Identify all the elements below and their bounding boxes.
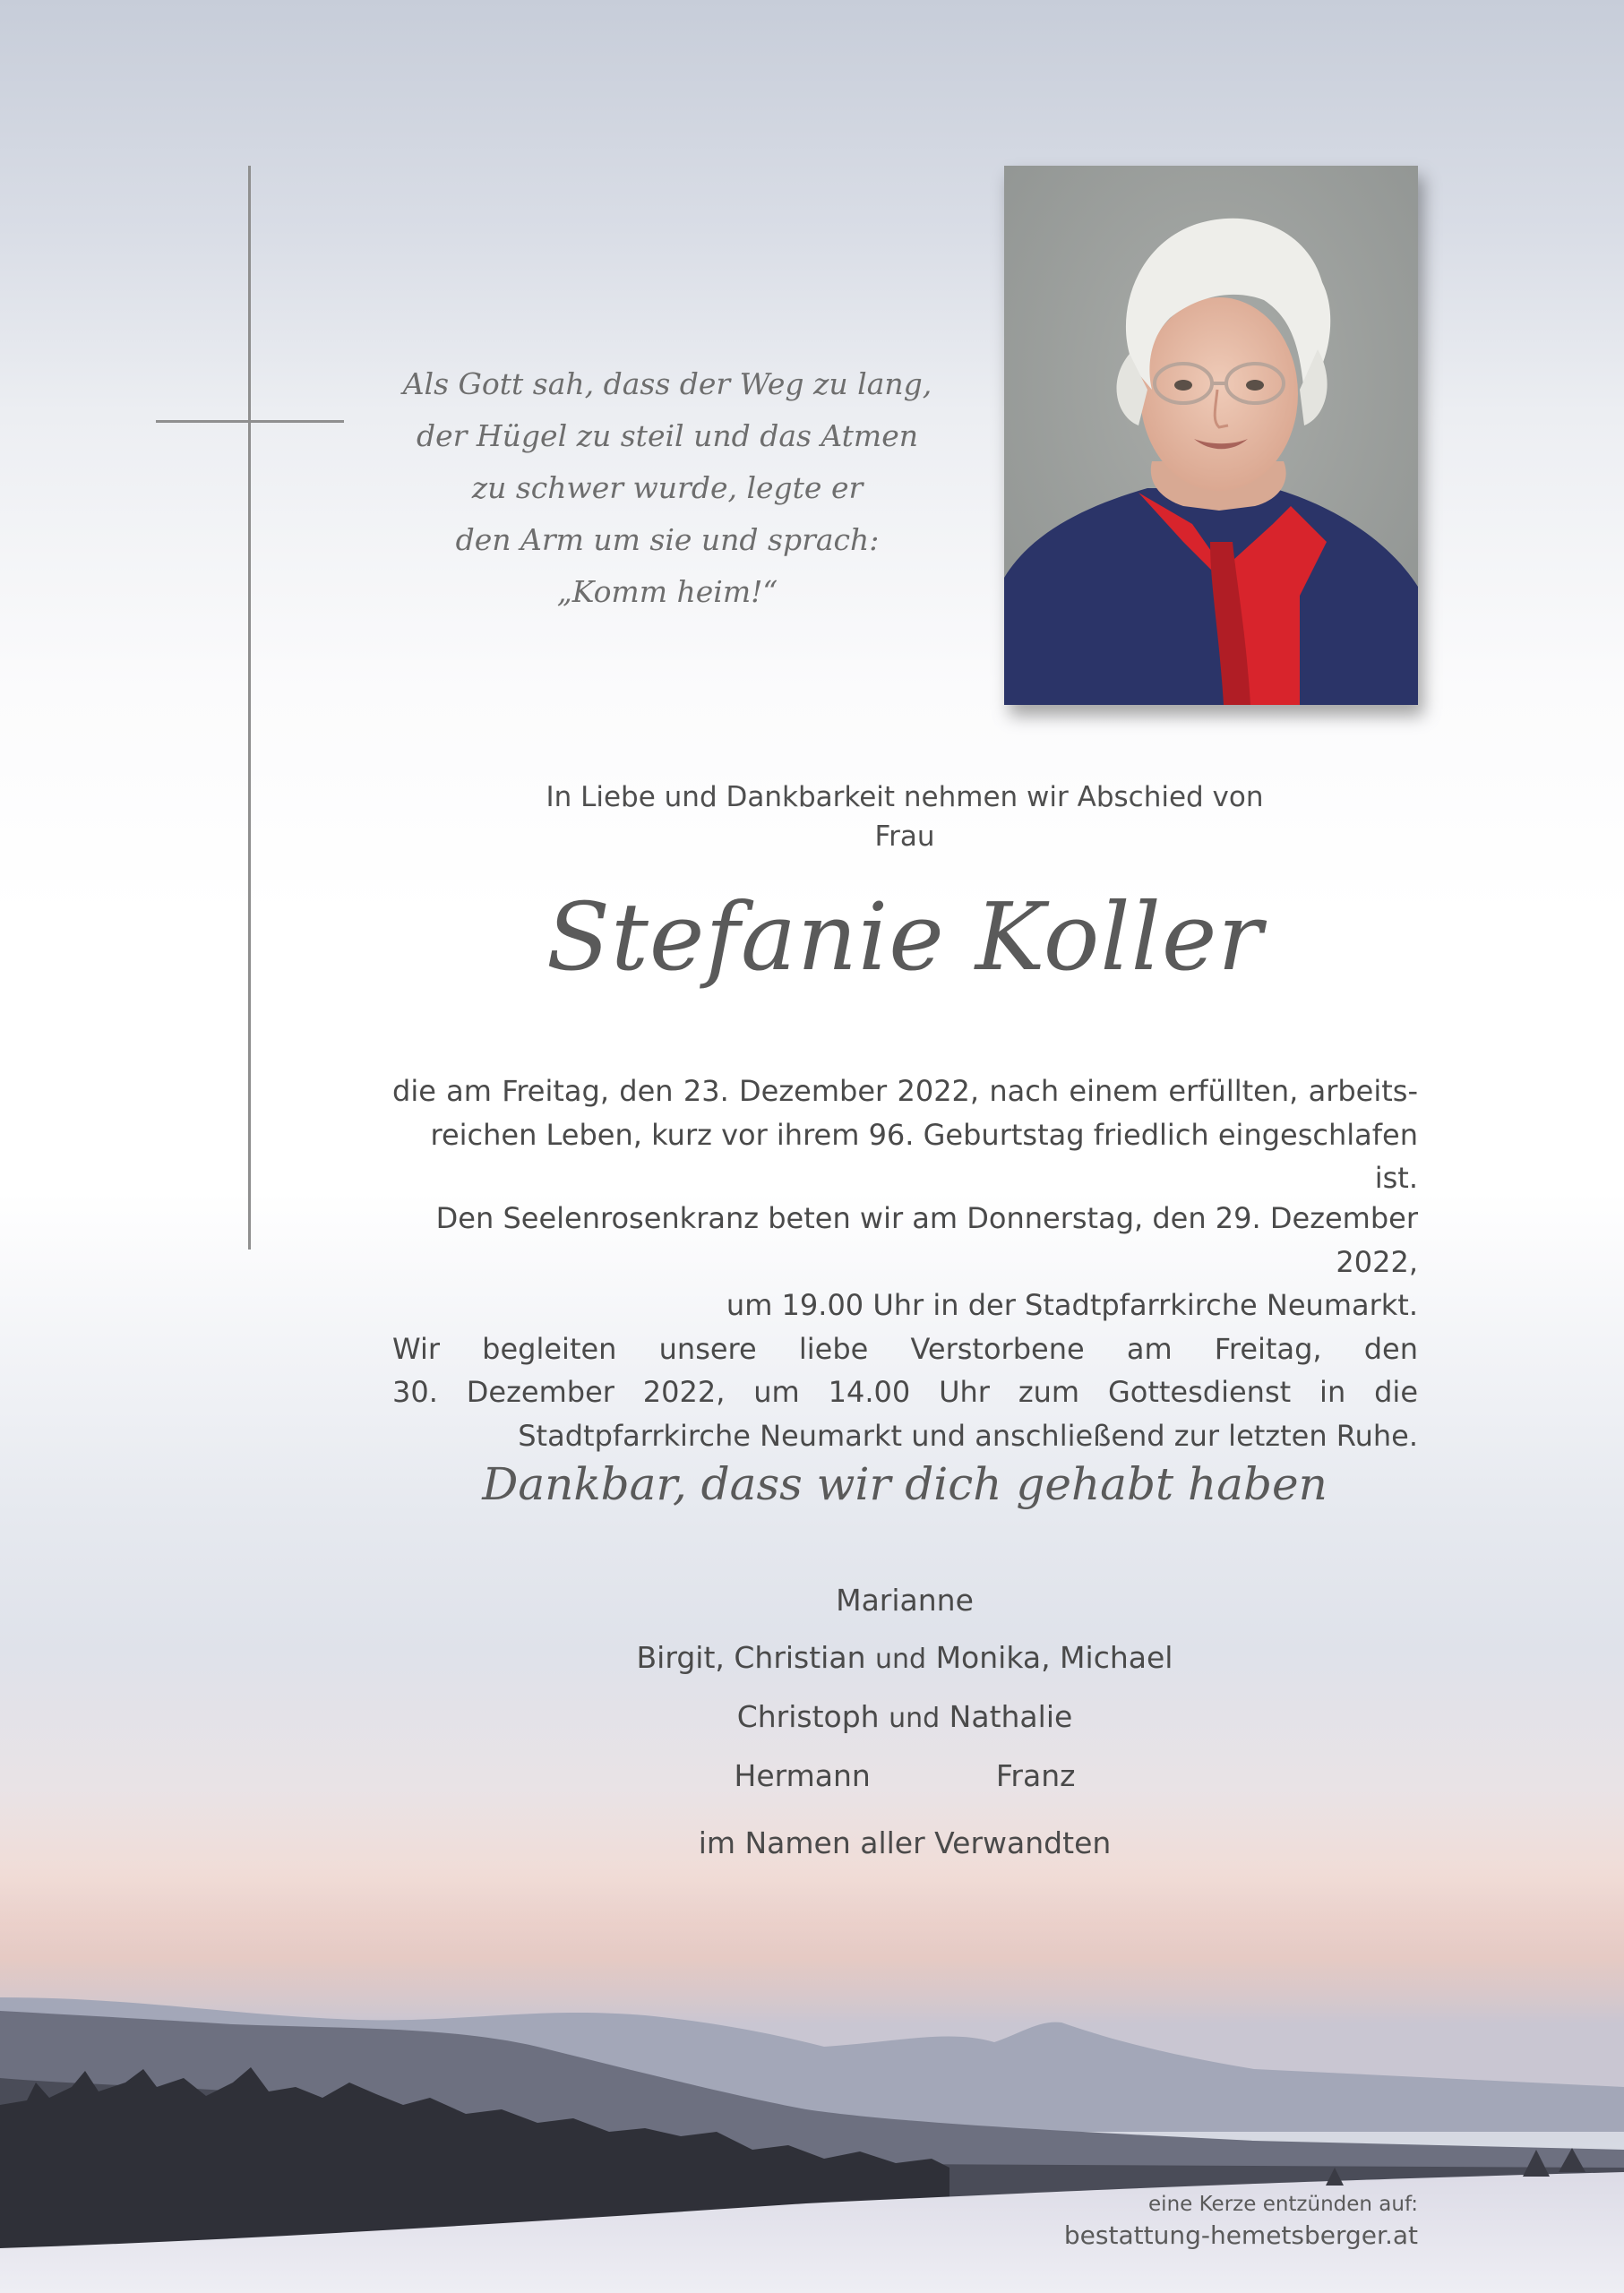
footer [1064, 2190, 1418, 2253]
thanks-line: Dankbar, dass wir dich gehabt haben [482, 1458, 1328, 1510]
cross-vertical-bar [248, 166, 251, 1250]
paragraph-line: 30. Dezember 2022, um 14.00 Uhr zum Gottesdienst in die [392, 1375, 1418, 1409]
intro-salutation: Frau [874, 820, 935, 853]
closing-line: im Namen aller Verwandten [698, 1825, 1112, 1860]
deceased-name: Stefanie Koller [546, 882, 1264, 992]
website-link[interactable]: bestattung-hemetsberger.at [1063, 2220, 1418, 2250]
cross-horizontal-bar [156, 420, 344, 423]
paragraph-line: die am Freitag, den 23. Dezember 2022, nach einem erfüllten, arbeits- [392, 1074, 1418, 1108]
quote-line: den Arm um sie und sprach: [455, 522, 880, 557]
paragraph-line: Den Seelenrosenkranz beten wir am Donnerstag, den 29. Dezember 2022, [435, 1201, 1418, 1279]
memorial-quote [358, 358, 976, 618]
conjunction: und [875, 1644, 927, 1675]
mourner-name: Nathalie [949, 1699, 1073, 1734]
mourners-list [502, 1572, 1308, 1805]
quote-line: Als Gott sah, dass der Weg zu lang, [402, 366, 932, 401]
quote-line: der Hügel zu steil und das Atmen [416, 418, 919, 453]
quote-line: „Komm heim!“ [556, 574, 778, 609]
quote-line: zu schwer wurde, legte er [471, 470, 864, 505]
intro-line: In Liebe und Dankbarkeit nehmen wir Abschied von [546, 781, 1264, 813]
mourner-name: Birgit, Christian [636, 1640, 866, 1675]
mourner-row [502, 1748, 1308, 1805]
mourner-row [502, 1572, 1308, 1629]
mourner-name: Monika, Michael [935, 1640, 1173, 1675]
portrait-photo [1004, 166, 1418, 705]
candle-note: eine Kerze entzünden auf: [1148, 2193, 1418, 2216]
mourner-row [502, 1629, 1308, 1688]
intro-text [412, 777, 1397, 856]
conjunction: und [889, 1703, 941, 1734]
mourner-name: Christoph [736, 1699, 880, 1734]
paragraph-line: Wir begleiten unsere liebe Verstorbene am Freitag, den [392, 1331, 1418, 1366]
mourner-row [502, 1688, 1308, 1748]
mourner-name: Marianne [836, 1583, 974, 1618]
mourner-name: Franz [995, 1758, 1076, 1793]
paragraph-line: um 19.00 Uhr in der Stadtpfarrkirche Neumarkt. [726, 1288, 1418, 1322]
funeral-details-paragraph [392, 1197, 1418, 1457]
mourner-name: Hermann [734, 1758, 871, 1793]
paragraph-line: Stadtpfarrkirche Neumarkt und anschließend zur letzten Ruhe. [518, 1418, 1418, 1453]
paragraph-line: reichen Leben, kurz vor ihrem 96. Geburtstag friedlich eingeschlafen ist. [430, 1117, 1418, 1195]
death-notice-paragraph [392, 1069, 1418, 1200]
